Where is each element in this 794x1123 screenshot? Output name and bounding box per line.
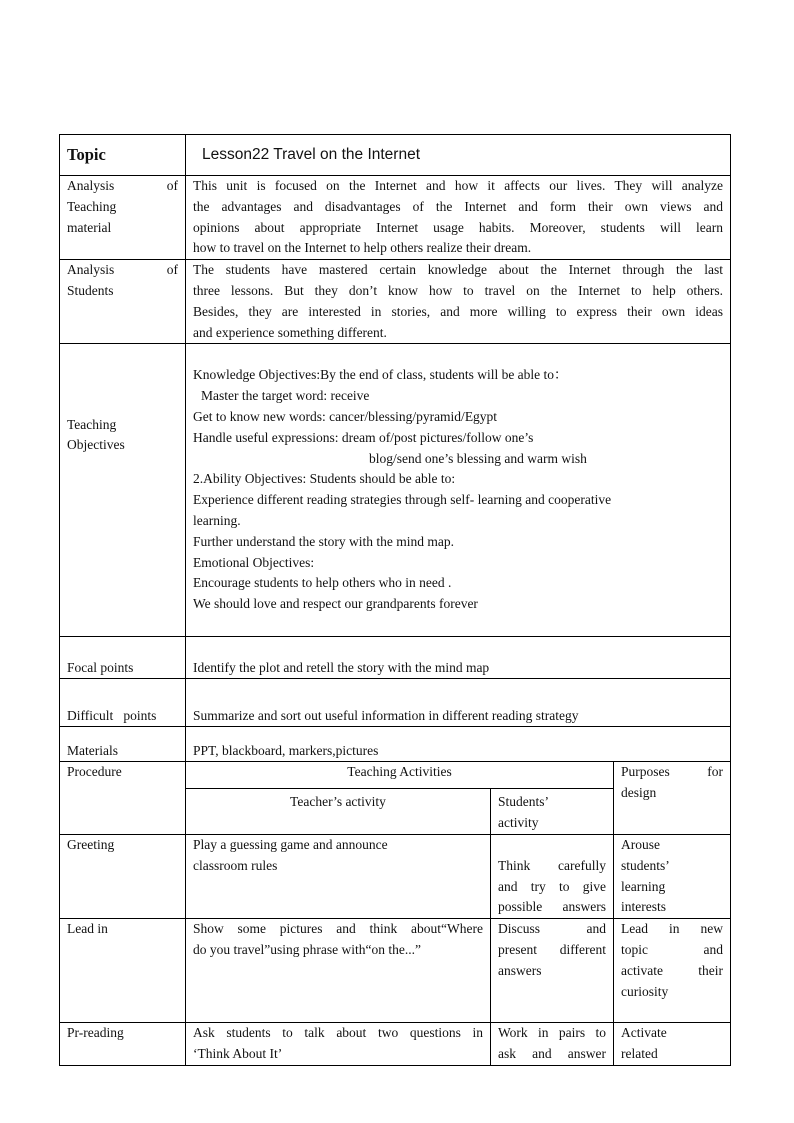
focal-points-text: Identify the plot and retell the story with the mind map — [186, 637, 731, 679]
teacher-activity: Show some pictures and think about“Where do you travel”using phrase with“on the...” — [186, 919, 491, 1023]
focal-points-label: Focal points — [60, 637, 186, 679]
procedure-label: Procedure — [60, 762, 186, 835]
materials-text: PPT, blackboard, markers,pictures — [186, 727, 731, 762]
analysis-material-row — [60, 176, 731, 260]
objectives-row — [60, 344, 731, 637]
stage-label: Greeting — [60, 834, 186, 918]
procedure-row-greeting — [60, 834, 731, 918]
analysis-students-row — [60, 260, 731, 344]
focal-points-row — [60, 637, 731, 679]
objectives-body: Knowledge Objectives:By the end of class, students will be able to： Master the target word: receive Get to know new words: cancer/blessing/pyramid/Egypt Handle useful expressions: dream of/post pictures/follow one’s blog/send one’s blessing and warm wish 2.Ability Objectives: Students should be able to: Experience different reading strategies through self- learning and cooperative learning. Further understand the story with the mind map. Emotional Objectives: Encourage students to help others who in need . We should love and respect our grandparents forever — [186, 344, 731, 637]
analysis-material-body: This unit is focused on the Internet and how it affects our lives. They will analyze the advantages and disadvantages of the Internet and form their own views and opinions about appropriate Internet usage habits. Moreover, students will learn how to travel on the Internet to help others realize their dream. — [186, 176, 731, 260]
teacher-activity-header: Teacher’s activity — [186, 789, 491, 835]
stage-label: Pr-reading — [60, 1023, 186, 1066]
analysis-students-body: The students have mastered certain knowledge about the Internet through the last three lessons. But they don’t know how to travel on the Internet to help others. Besides, they are interested in stories, and more willing to express their own ideas and experience something different. — [186, 260, 731, 344]
purposes-header: Purposes for design — [614, 762, 731, 835]
analysis-material-label: Analysis of Teaching material — [60, 176, 186, 260]
students-activity: Think carefully and try to give possible answers — [491, 834, 614, 918]
materials-label: Materials — [60, 727, 186, 762]
difficult-points-label: Difficult points — [60, 679, 186, 727]
materials-row — [60, 727, 731, 762]
design-purpose: Lead in new topic and activate their curiosity — [614, 919, 731, 1023]
teacher-activity: Play a guessing game and announce classroom rules — [186, 834, 491, 918]
teacher-activity: Ask students to talk about two questions in ‘Think About It’ — [186, 1023, 491, 1066]
topic-title: Lesson22 Travel on the Internet — [186, 135, 731, 176]
teaching-activities-header: Teaching Activities — [186, 762, 614, 789]
design-purpose: Arouse students’ learning interests — [614, 834, 731, 918]
students-activity: Work in pairs to ask and answer — [491, 1023, 614, 1066]
students-activity-header: Students’ activity — [491, 789, 614, 835]
procedure-row-lead-in — [60, 919, 731, 1023]
procedure-header-row — [60, 762, 731, 789]
analysis-students-label: Analysis of Students — [60, 260, 186, 344]
topic-label: Topic — [60, 135, 186, 176]
students-activity: Discuss and present different answers — [491, 919, 614, 1023]
topic-row — [60, 135, 731, 176]
design-purpose: Activate related — [614, 1023, 731, 1066]
stage-label: Lead in — [60, 919, 186, 1023]
lesson-plan-table — [59, 134, 731, 1066]
procedure-row-pre-reading — [60, 1023, 731, 1066]
objectives-label: Teaching Objectives — [60, 344, 186, 637]
difficult-points-text: Summarize and sort out useful information in different reading strategy — [186, 679, 731, 727]
difficult-points-row — [60, 679, 731, 727]
